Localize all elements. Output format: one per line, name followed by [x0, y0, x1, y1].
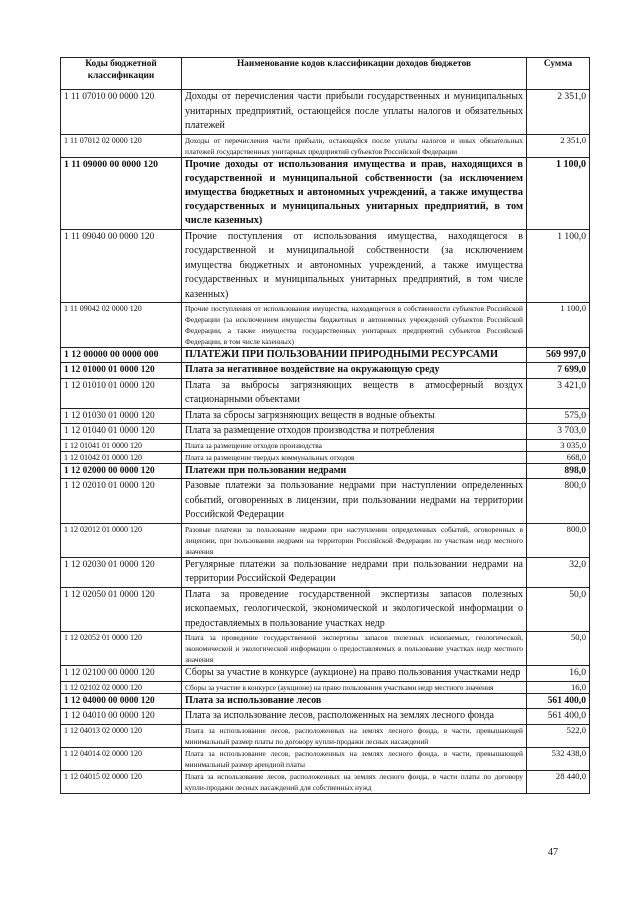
table-row	[61, 747, 590, 770]
table-row	[61, 523, 590, 557]
row-code: 1 12 02050 01 0000 120	[61, 587, 182, 632]
row-sum: 16,0	[527, 681, 590, 693]
table-row	[61, 348, 590, 363]
row-name: Платежи при пользовании недрами	[182, 463, 527, 479]
row-code: 1 12 01041 01 0000 120	[61, 439, 182, 451]
row-code: 1 11 09040 00 0000 120	[61, 229, 182, 303]
row-name: Плата за проведение государственной экспертизы запасов полезных ископаемых, геологической, экономической и экологической информации о предоставляемых в пользование участках недр местного значения	[182, 632, 527, 666]
row-code: 1 12 04015 02 0000 120	[61, 770, 182, 793]
row-sum: 532 438,0	[527, 747, 590, 770]
table-row	[61, 724, 590, 747]
table-row	[61, 632, 590, 666]
row-name: Плата за проведение государственной экспертизы запасов полезных ископаемых, геологической, экономической и экологической информации о предоставляемых в пользование участках недр	[182, 587, 527, 632]
row-code: 1 11 09000 00 0000 120	[61, 157, 182, 229]
row-sum: 32,0	[527, 557, 590, 587]
row-sum: 50,0	[527, 632, 590, 666]
table-row	[61, 157, 590, 229]
row-code: 1 11 07010 00 0000 120	[61, 90, 182, 135]
row-code: 1 12 01000 01 0000 120	[61, 363, 182, 379]
row-sum: 898,0	[527, 463, 590, 479]
row-name: Плата за использование лесов, расположенных на землях лесного фонда	[182, 709, 527, 725]
row-sum: 800,0	[527, 479, 590, 524]
row-sum: 561 400,0	[527, 709, 590, 725]
row-sum: 7 699,0	[527, 363, 590, 379]
table-row	[61, 303, 590, 348]
table-row	[61, 770, 590, 793]
row-sum: 522,0	[527, 724, 590, 747]
row-sum: 1 100,0	[527, 229, 590, 303]
row-code: 1 12 04014 02 0000 120	[61, 747, 182, 770]
row-code: 1 12 01040 01 0000 120	[61, 424, 182, 440]
page-number: 47	[548, 847, 558, 858]
row-name: Плата за использование лесов	[182, 693, 527, 709]
row-code: 1 12 02030 01 0000 120	[61, 557, 182, 587]
table-row	[61, 587, 590, 632]
header-code: Коды бюджетной классификации	[61, 58, 182, 90]
row-name: Регулярные платежи за пользование недрами при пользовании недрами на территории Российской Федерации	[182, 557, 527, 587]
row-name: Плата за использование лесов, расположенных на землях лесного фонда, в части, превышающей минимальный размер платы по договору купли-продажи лесных насаждений	[182, 724, 527, 747]
header-sum: Сумма	[527, 58, 590, 90]
row-code: 1 11 09042 02 0000 120	[61, 303, 182, 348]
table-row	[61, 479, 590, 524]
row-sum: 569 997,0	[527, 348, 590, 363]
row-name: Сборы за участие в конкурсе (аукционе) на право пользования участками недр местного значения	[182, 681, 527, 693]
table-row	[61, 408, 590, 424]
row-name: Плата за размещение отходов производства и потребления	[182, 424, 527, 440]
table-row	[61, 451, 590, 463]
row-name: Плата за выбросы загрязняющих веществ в атмосферный воздух стационарными объектами	[182, 378, 527, 408]
row-name: Разовые платежи за пользование недрами при наступлении определенных событий, оговоренных в лицензии, при пользовании недрами на территории Российской Федерации	[182, 479, 527, 524]
row-sum: 50,0	[527, 587, 590, 632]
row-code: 1 12 00000 00 0000 000	[61, 348, 182, 363]
row-sum: 3 703,0	[527, 424, 590, 440]
row-name: Плата за негативное воздействие на окружающую среду	[182, 363, 527, 379]
table-row	[61, 666, 590, 682]
row-sum: 3 421,0	[527, 378, 590, 408]
row-name: Плата за использование лесов, расположенных на землях лесного фонда, в части, превышающей минимальный размер арендной платы	[182, 747, 527, 770]
table-row	[61, 463, 590, 479]
row-name: ПЛАТЕЖИ ПРИ ПОЛЬЗОВАНИИ ПРИРОДНЫМИ РЕСУРСАМИ	[182, 348, 527, 363]
row-code: 1 12 04010 00 0000 120	[61, 709, 182, 725]
table-row	[61, 709, 590, 725]
row-sum: 2 351,0	[527, 134, 590, 157]
revenue-classification-table	[60, 57, 590, 794]
document-sheet	[60, 57, 589, 794]
row-name: Сборы за участие в конкурсе (аукционе) на право пользования участками недр	[182, 666, 527, 682]
table-row	[61, 378, 590, 408]
row-sum: 561 400,0	[527, 693, 590, 709]
row-name: Плата за использование лесов, расположенных на землях лесного фонда, в части платы по договору купли-продажи лесных насаждений для собственных нужд	[182, 770, 527, 793]
row-name: Доходы от перечисления части прибыли, остающейся после уплаты налогов и иных обязательных платежей государственных унитарных предприятий субъектов Российской Федерации	[182, 134, 527, 157]
row-code: 1 11 07012 02 0000 120	[61, 134, 182, 157]
table-row	[61, 363, 590, 379]
row-name: Прочие доходы от использования имущества и прав, находящихся в государственной и муниципальной собственности (за исключением имущества бюджетных и автономных учреждений, а также имущества государственных и муниципальных унитарных предприятий, в том числе казенных)	[182, 157, 527, 229]
row-name: Прочие поступления от использования имущества, находящегося в собственности субъектов Российской Федерации (за исключением имущества бюджетных и автономных учреждений субъектов Российской Федерации, а также имущества государственных унитарных предприятий субъектов Российской Федерации, в том числе казенных)	[182, 303, 527, 348]
row-code: 1 12 01010 01 0000 120	[61, 378, 182, 408]
row-sum: 1 100,0	[527, 303, 590, 348]
row-code: 1 12 01030 01 0000 120	[61, 408, 182, 424]
row-name: Разовые платежи за пользование недрами при наступлении определенных событий, оговоренных в лицензии, при пользовании недрами на территории Российской Федерации по участкам недр местного значения	[182, 523, 527, 557]
table-row	[61, 439, 590, 451]
table-row	[61, 134, 590, 157]
row-sum: 2 351,0	[527, 90, 590, 135]
row-sum: 1 100,0	[527, 157, 590, 229]
row-sum: 3 035,0	[527, 439, 590, 451]
row-name: Плата за размещение твердых коммунальных отходов	[182, 451, 527, 463]
row-sum: 575,0	[527, 408, 590, 424]
row-sum: 28 440,0	[527, 770, 590, 793]
table-row	[61, 90, 590, 135]
row-name: Плата за сбросы загрязняющих веществ в водные объекты	[182, 408, 527, 424]
table-header-row	[61, 58, 590, 90]
row-code: 1 12 02012 01 0000 120	[61, 523, 182, 557]
row-code: 1 12 01042 01 0000 120	[61, 451, 182, 463]
table-row	[61, 424, 590, 440]
table-body	[61, 90, 590, 794]
row-code: 1 12 04013 02 0000 120	[61, 724, 182, 747]
table-row	[61, 557, 590, 587]
table-row	[61, 229, 590, 303]
row-sum: 800,0	[527, 523, 590, 557]
header-name: Наименование кодов классификации доходов бюджетов	[182, 58, 527, 90]
row-sum: 16,0	[527, 666, 590, 682]
row-code: 1 12 02010 01 0000 120	[61, 479, 182, 524]
row-code: 1 12 02000 00 0000 120	[61, 463, 182, 479]
row-name: Доходы от перечисления части прибыли государственных и муниципальных унитарных предприятий, остающейся после уплаты налогов и обязательных платежей	[182, 90, 527, 135]
row-code: 1 12 02052 01 0000 120	[61, 632, 182, 666]
row-sum: 668,0	[527, 451, 590, 463]
row-name: Прочие поступления от использования имущества, находящегося в государственной и муниципальной собственности (за исключением имущества бюджетных и автономных учреждений, а также имущества государственных и муниципальных унитарных предприятий, в том числе казенных)	[182, 229, 527, 303]
row-code: 1 12 02102 02 0000 120	[61, 681, 182, 693]
row-code: 1 12 02100 00 0000 120	[61, 666, 182, 682]
row-name: Плата за размещение отходов производства	[182, 439, 527, 451]
row-code: 1 12 04000 00 0000 120	[61, 693, 182, 709]
table-row	[61, 681, 590, 693]
table-row	[61, 693, 590, 709]
